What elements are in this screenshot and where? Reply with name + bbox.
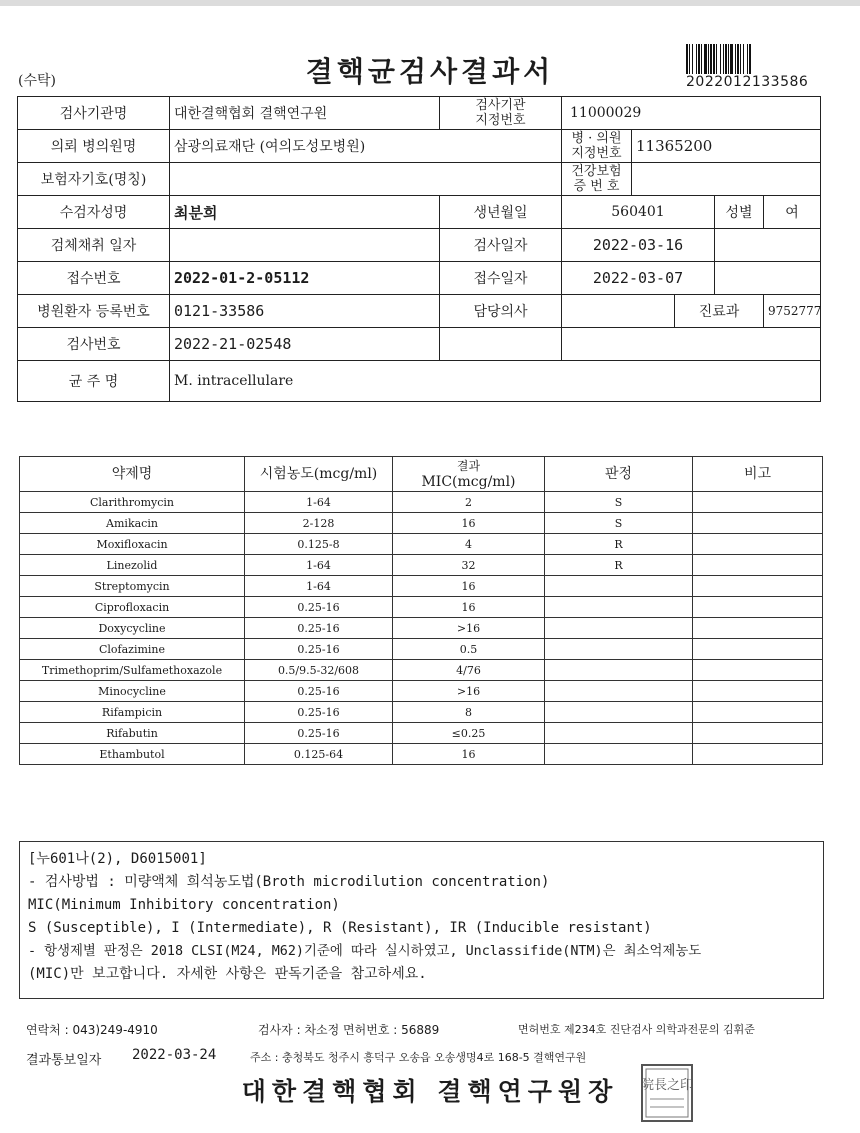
test-range: 1-64: [245, 555, 393, 576]
svg-text:院長之印: 院長之印: [640, 1078, 694, 1093]
organism-label: 균 주 명: [18, 361, 170, 402]
receipt-date: 2022-03-07: [562, 262, 715, 295]
exam-no-label: 검사번호: [18, 328, 170, 361]
mic-value: 0.5: [393, 639, 545, 660]
doctor-value: [562, 295, 675, 328]
mic-value: 16: [393, 513, 545, 534]
test-range: 2-128: [245, 513, 393, 534]
table-row: [20, 597, 823, 618]
table-row: [20, 723, 823, 744]
drug-susceptibility-table: [19, 456, 823, 765]
exam-no: 2022-21-02548: [170, 328, 440, 361]
table-row: [20, 576, 823, 597]
reg-no: 0121-33586: [170, 295, 440, 328]
patient-info-table: [17, 96, 821, 402]
remark: [693, 681, 823, 702]
table-row: [20, 702, 823, 723]
receipt-no-label: 접수번호: [18, 262, 170, 295]
lab-id-label: 검사기관 지정번호: [440, 97, 562, 130]
drug-name: Amikacin: [20, 513, 245, 534]
test-range: 0.25-16: [245, 702, 393, 723]
drug-name: Rifabutin: [20, 723, 245, 744]
interpretation: [545, 723, 693, 744]
test-range: 1-64: [245, 576, 393, 597]
requesting-label: 의뢰 병의원명: [18, 130, 170, 163]
hosp-id-label: 병 · 의원 지정번호: [562, 130, 632, 163]
doctor-label: 담당의사: [440, 295, 562, 328]
requesting-name: 삼광의료재단 (여의도성모병원): [170, 130, 562, 163]
table-row: [20, 513, 823, 534]
table-row: [20, 618, 823, 639]
table-row: [20, 555, 823, 576]
license-info: 면허번호 제234호 진단검사 의학과전문의 김휘준: [518, 1023, 755, 1036]
remark: [693, 576, 823, 597]
test-range: 0.5/9.5-32/608: [245, 660, 393, 681]
sex-label: 성별: [715, 196, 764, 229]
reg-no-label: 병원환자 등록번호: [18, 295, 170, 328]
drug-name: Clarithromycin: [20, 492, 245, 513]
interpretation: [545, 639, 693, 660]
dept-value: 9752777: [764, 295, 821, 328]
mic-value: 4: [393, 534, 545, 555]
test-date-empty: [715, 229, 821, 262]
patient-name: 최분희: [170, 196, 440, 229]
test-range: 0.25-16: [245, 723, 393, 744]
organism-name: M. intracellulare: [170, 361, 821, 402]
address: 주소 : 충청북도 청주시 흥덕구 오송읍 오송생명4로 168-5 결핵연구원: [250, 1051, 587, 1064]
mic-value: 2: [393, 492, 545, 513]
health-label: 건강보험 증 번 호: [562, 163, 632, 196]
drug-name: Doxycycline: [20, 618, 245, 639]
drug-name: Streptomycin: [20, 576, 245, 597]
mic-value: 32: [393, 555, 545, 576]
remark: [693, 555, 823, 576]
remark: [693, 639, 823, 660]
drug-table-header: [20, 457, 823, 492]
examiner-info: 검사자 : 차소정 면허번호 : 56889: [258, 1023, 440, 1037]
barcode: [686, 44, 808, 74]
test-date: 2022-03-16: [562, 229, 715, 262]
issuer-name: 대한결핵협회 결핵연구원장: [241, 1077, 619, 1106]
lab-name: 대한결핵협회 결핵연구원: [170, 97, 440, 130]
receipt-date-label: 접수일자: [440, 262, 562, 295]
test-range: 0.25-16: [245, 639, 393, 660]
dept-label: 진료과: [675, 295, 764, 328]
test-range: 0.25-16: [245, 597, 393, 618]
drug-name: Minocycline: [20, 681, 245, 702]
note-line: [누601나(2), D6015001]: [28, 851, 207, 867]
page-title: 결핵균검사결과서: [305, 55, 555, 88]
remark: [693, 702, 823, 723]
health-value: [632, 163, 821, 196]
birth-label: 생년월일: [440, 196, 562, 229]
lab-id: 11000029: [562, 97, 821, 130]
insured-value: [170, 163, 562, 196]
barcode-number: 2022012133586: [686, 74, 809, 90]
interpretation: [545, 618, 693, 639]
test-range: 0.125-64: [245, 744, 393, 765]
remark: [693, 744, 823, 765]
drug-name: Clofazimine: [20, 639, 245, 660]
interpretation: [545, 744, 693, 765]
note-line: (MIC)만 보고합니다. 자세한 사항은 판독기준을 참고하세요.: [28, 966, 427, 982]
mic-header: 결과 MIC(mcg/ml): [393, 457, 545, 492]
note-line: - 항생제별 판정은 2018 CLSI(M24, M62)기준에 따라 실시하였고, Unclassifide(NTM)은 최소억제농도: [28, 944, 702, 959]
note-line: S (Susceptible), I (Intermediate), R (Resistant), IR (Inducible resistant): [28, 920, 652, 936]
collect-label: 검체채취 일자: [18, 229, 170, 262]
lab-label: 검사기관명: [18, 97, 170, 130]
interpretation: [545, 681, 693, 702]
table-row: [20, 639, 823, 660]
drug-name: Trimethoprim/Sulfamethoxazole: [20, 660, 245, 681]
table-row: [20, 492, 823, 513]
mic-value: 16: [393, 597, 545, 618]
mic-value: >16: [393, 618, 545, 639]
drug-name: Linezolid: [20, 555, 245, 576]
mic-value: 16: [393, 744, 545, 765]
remark-header: 비고: [693, 457, 823, 492]
remark: [693, 660, 823, 681]
drug-header: 약제명: [20, 457, 245, 492]
interp-header: 판정: [545, 457, 693, 492]
test-date-label: 검사일자: [440, 229, 562, 262]
drug-name: Moxifloxacin: [20, 534, 245, 555]
exam-no-empty-1: [440, 328, 562, 361]
method-notes: [19, 841, 824, 999]
drug-name: Ethambutol: [20, 744, 245, 765]
collect-value: [170, 229, 440, 262]
sex-value: 여: [764, 196, 821, 229]
remark: [693, 492, 823, 513]
patient-label: 수검자성명: [18, 196, 170, 229]
test-range: 0.25-16: [245, 681, 393, 702]
copy-label: (수탁): [18, 73, 56, 89]
exam-no-empty-2: [562, 328, 821, 361]
interpretation: S: [545, 513, 693, 534]
interpretation: [545, 597, 693, 618]
interpretation: R: [545, 534, 693, 555]
interpretation: R: [545, 555, 693, 576]
remark: [693, 618, 823, 639]
contact-info: 연락처 : 043)249-4910: [26, 1023, 158, 1037]
interpretation: S: [545, 492, 693, 513]
test-range: 0.125-8: [245, 534, 393, 555]
birth-value: 560401: [562, 196, 715, 229]
interpretation: [545, 576, 693, 597]
mic-value: ≤0.25: [393, 723, 545, 744]
test-range: 1-64: [245, 492, 393, 513]
drug-name: Rifampicin: [20, 702, 245, 723]
interpretation: [545, 660, 693, 681]
note-line: - 검사방법 : 미량액체 희석농도법(Broth microdilution concentration): [28, 874, 550, 890]
interpretation: [545, 702, 693, 723]
receipt-date-empty: [715, 262, 821, 295]
drug-name: Ciprofloxacin: [20, 597, 245, 618]
range-header: 시험농도(mcg/ml): [245, 457, 393, 492]
mic-value: 16: [393, 576, 545, 597]
report-date: 2022-03-24: [132, 1047, 217, 1063]
mic-value: 8: [393, 702, 545, 723]
report-date-label: 결과통보일자: [26, 1053, 102, 1068]
remark: [693, 597, 823, 618]
note-line: MIC(Minimum Inhibitory concentration): [28, 897, 340, 913]
test-range: 0.25-16: [245, 618, 393, 639]
remark: [693, 723, 823, 744]
table-row: [20, 660, 823, 681]
mic-value: >16: [393, 681, 545, 702]
table-row: [20, 744, 823, 765]
table-row: [20, 534, 823, 555]
insured-label: 보험자기호(명칭): [18, 163, 170, 196]
mic-value: 4/76: [393, 660, 545, 681]
table-row: [20, 681, 823, 702]
page-top-border: [0, 0, 860, 6]
receipt-no: 2022-01-2-05112: [170, 262, 440, 295]
remark: [693, 513, 823, 534]
official-seal: [640, 1063, 694, 1123]
hosp-id: 11365200: [632, 130, 821, 163]
remark: [693, 534, 823, 555]
